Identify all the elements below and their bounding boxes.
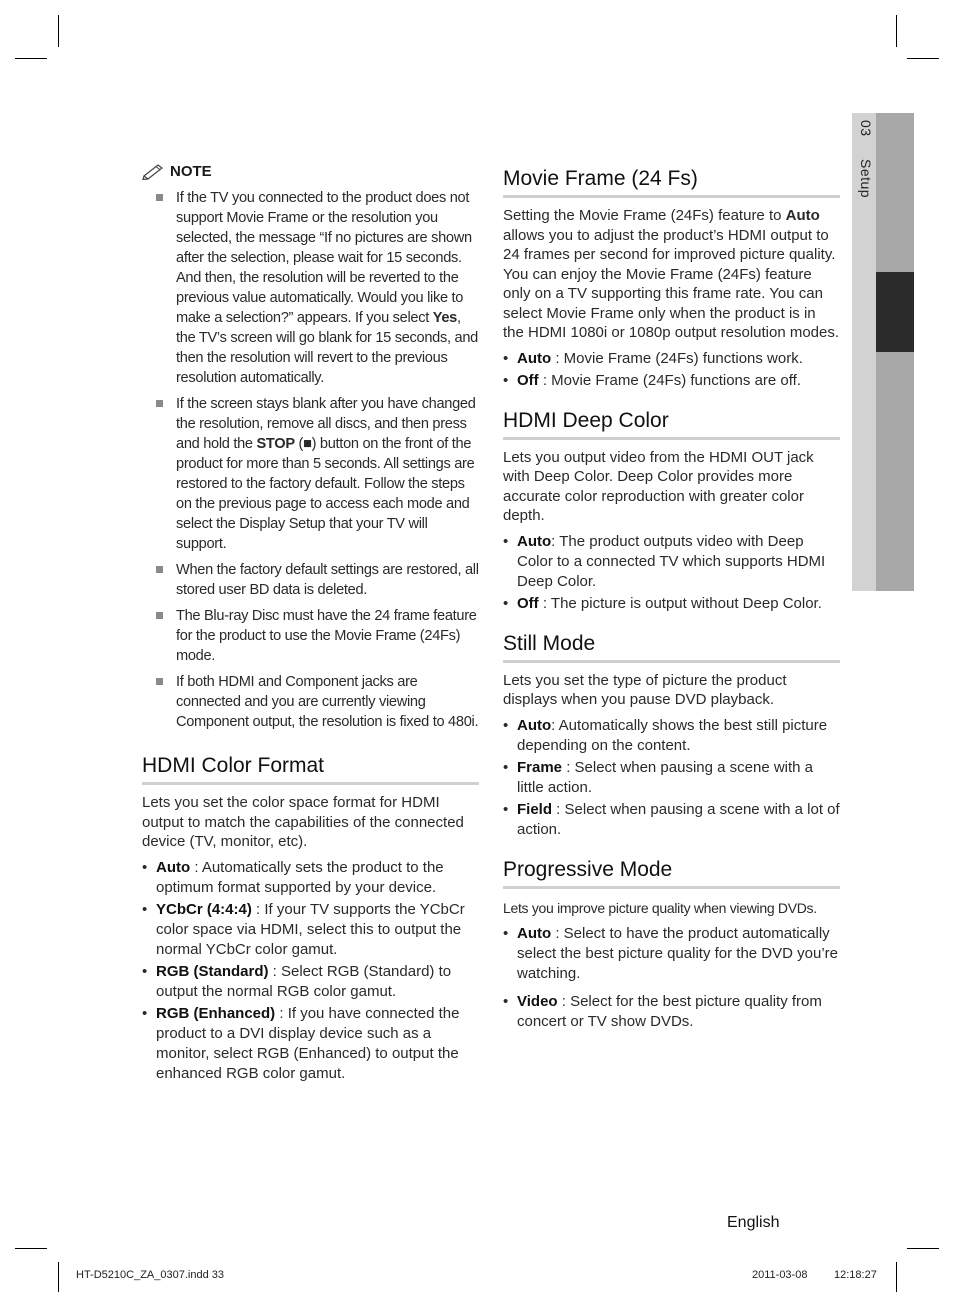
chapter-side-tab-marker <box>876 272 914 352</box>
section-title: HDMI Deep Color <box>503 409 840 440</box>
note-item: The Blu-ray Disc must have the 24 frame feature for the product to use the Movie Frame (24Fs) mode. <box>142 606 479 666</box>
crop-mark <box>907 58 939 59</box>
list-item: • Off : Movie Frame (24Fs) functions are off. <box>503 371 840 391</box>
note-label: NOTE <box>170 162 212 180</box>
list-item: • Field : Select when pausing a scene with a lot of action. <box>503 800 840 840</box>
footer-date: 2011-03-08 <box>752 1269 808 1281</box>
note-item: If both HDMI and Component jacks are connected and you are currently viewing Component output, the resolution is fixed to 480i. <box>142 672 479 732</box>
crop-mark <box>15 1248 47 1249</box>
option-list <box>503 924 840 1032</box>
movie-frame-section <box>503 167 840 391</box>
footer-file: HT-D5210C_ZA_0307.indd 33 <box>76 1269 224 1281</box>
section-title: Still Mode <box>503 632 840 663</box>
section-title: HDMI Color Format <box>142 754 479 785</box>
note-item: If the TV you connected to the product does not support Movie Frame or the resolution you selected, the message “If no pictures are shown after the selection, please wait for 15 seconds. And then, the resolution will be reverted to the previous value automatically. Would you like to make a selection?” appears. If you select Yes, the TV’s screen will go blank for 15 seconds, and then the resolution will revert to the previous resolution automatically. <box>142 188 479 388</box>
section-title: Progressive Mode <box>503 858 840 889</box>
option-list <box>142 858 479 1084</box>
section-description: Lets you output video from the HDMI OUT jack with Deep Color. Deep Color provides more accurate color reproduction with greater color depth. <box>503 448 814 524</box>
list-item: • Auto : Select to have the product automatically select the best picture quality for the DVD you’re watching. <box>503 924 840 984</box>
page-language: English <box>727 1214 780 1231</box>
list-item: • Video : Select for the best picture quality from concert or TV show DVDs. <box>503 992 840 1032</box>
list-item: • Frame : Select when pausing a scene with a little action. <box>503 758 840 798</box>
section-description: Lets you set the color space format for HDMI output to match the capabilities of the connected device (TV, monitor, etc). <box>142 794 464 850</box>
crop-mark <box>907 1248 939 1249</box>
note-item: When the factory default settings are restored, all stored user BD data is deleted. <box>142 560 479 600</box>
progressive-mode-section <box>503 858 840 1033</box>
crop-mark <box>896 1262 897 1292</box>
section-description: Lets you improve picture quality when viewing DVDs. <box>503 899 817 916</box>
chapter-number: 03 <box>858 120 874 137</box>
crop-mark <box>58 1262 59 1292</box>
list-item: • Off : The picture is output without Deep Color. <box>503 594 840 614</box>
note-heading <box>142 162 479 180</box>
chapter-label <box>854 120 874 198</box>
still-mode-section <box>503 632 840 840</box>
footer-time: 12:18:27 <box>834 1269 877 1281</box>
list-item: • Auto : Automatically sets the product to the optimum format supported by your device. <box>142 858 479 898</box>
note-list <box>142 188 479 732</box>
option-list <box>503 716 840 840</box>
pencil-icon <box>142 162 166 180</box>
option-list <box>503 532 840 614</box>
right-column <box>503 162 840 1034</box>
list-item: • YCbCr (4:4:4) : If your TV supports the YCbCr color space via HDMI, select this to output the normal YCbCr color gamut. <box>142 900 479 960</box>
chapter-title: Setup <box>858 158 874 199</box>
list-item: • Auto: Automatically shows the best still picture depending on the content. <box>503 716 840 756</box>
section-title: Movie Frame (24 Fs) <box>503 167 840 198</box>
section-description: Lets you set the type of picture the product displays when you pause DVD playback. <box>503 671 787 708</box>
list-item: • Auto: The product outputs video with Deep Color to a connected TV which supports HDMI Deep Color. <box>503 532 840 592</box>
note-item: If the screen stays blank after you have changed the resolution, remove all discs, and then press and hold the STOP (■) button on the front of the product for more than 5 seconds. All settings are restored to the factory default. Follow the steps on the previous page to access each mode and select the Display Setup that your TV will support. <box>142 394 479 554</box>
section-description: Setting the Movie Frame (24Fs) feature to Auto allows you to adjust the product’s HDMI output to 24 frames per second for improved picture quality. You can enjoy the Movie Frame (24Fs) feature only on a TV supporting this frame rate. You can select Movie Frame only when the product is in the HDMI 1080i or 1080p output resolution modes. <box>503 207 840 341</box>
crop-mark <box>58 15 59 47</box>
hdmi-color-format-section <box>142 754 479 1084</box>
option-list <box>503 349 840 391</box>
list-item: • RGB (Standard) : Select RGB (Standard) to output the normal RGB color gamut. <box>142 962 479 1002</box>
list-item: • Auto : Movie Frame (24Fs) functions work. <box>503 349 840 369</box>
left-column <box>142 162 479 1086</box>
crop-mark <box>15 58 47 59</box>
crop-mark <box>896 15 897 47</box>
hdmi-deep-color-section <box>503 409 840 614</box>
list-item: • RGB (Enhanced) : If you have connected the product to a DVI display device such as a monitor, select RGB (Enhanced) to output the enhanced RGB color gamut. <box>142 1004 479 1084</box>
